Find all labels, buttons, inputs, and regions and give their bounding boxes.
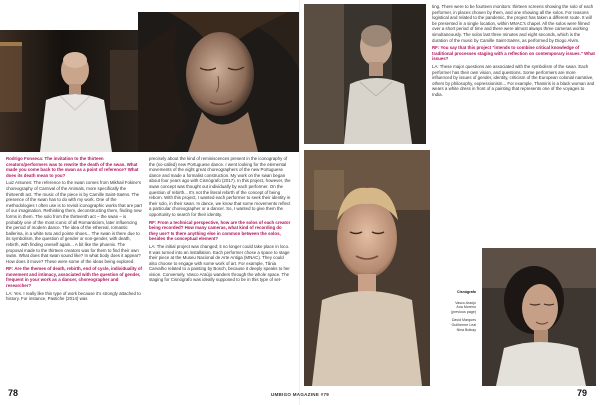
photo-young-man-blonde [304,150,430,386]
credits-title: Cisnógrafo [457,290,476,294]
credit-line-2: Ana Moreno [456,305,476,310]
photo-man-white-shirt-image [0,30,138,152]
answer-3: LA: The initial project was changed; it no longer could take place in loco. It was turned into an installation. Each performer chose a space to stage their piece at the Museu Nacional de Arte Antiga (MNAC). They could also choose to engage with some work of art. For example, Tânia Carvalho related to a painting by Bosch, because it deeply speaks to her vision. Conversely, Vasco Araújo wanders through the whole space. The staging for Cisnógrafo was ideally supposed to be in this type of set- [149,243,290,283]
question-2: RF: Are the themes of death, rebirth, end of cycle, individuality of movement and intimacy, associated with the question of gender, frequent in your work as a dancer, choreographer and researcher? [6,266,142,289]
photo-man-shaved-head-image [304,4,426,144]
left-column-1 [6,156,143,382]
question-1: Rodrigo Fonseca: The invitation to the thirteen creators/performers was to rewrite the death of the swan. What made you come back to the swan as a point of reference? What does its death mean to you? [6,156,139,178]
credit-line-4: David Marques [451,318,476,323]
credit-line-6: Nina Botkay [456,327,476,332]
magazine-footer: UMBIGO MAGAZINE #79 [270,392,330,397]
answer-2-continued: precisely about the kind of reminiscences present in the iconography of the (so-called) new Portuguese dance. I went looking for the elemental movements of the eight great choreographers of the new Portuguese dance and made a formalist construction. My work on the swan began about four years ago with Cisnógrafo (2017). In this project, however, the swan concept was thought out individually by each performer. On the question of rebirth... It's not the literal rebirth of the concept of being reborn. With this project, I wanted each performer to seek their identity in their solo, in their swan. In dance, we know that some movements reflect a particular choreographer or a dancer. So, I wanted to give them the opportunity to search for their identity. [149,156,291,217]
question-3: RF: From a technical perspective, how are the solos of each creator being recorded? How many cameras, what kind of recording do they use? Is there anything else in common between the solos, besides the conceptual element? [149,219,291,242]
photo-man-shaved-head [304,4,426,144]
answer-3-continued: ting. There were to be fourteen monitors: thirteen screens showing the solo of each performer, in places chosen by them, and one showing all the solos. For reasons logistical and related to the pandemic, the project has taken a different route. It will be presented in a single location, within MNAC's chapel. All the solos were filmed over a short period of time and there were almost always three cameras working simultaneously. The solos last three minutes and eight seconds, which is the duration of the music by Camille Saint-Saëns, as performed by Diogo Alvim. [432,4,594,43]
photo-woman-eyes-closed [138,12,300,152]
right-page [300,0,600,405]
credit-line-1: Vasco Araújo [455,300,476,305]
credit-line-5: Guilherme Leal [451,322,476,327]
photo-woman-curly-hair [482,248,596,386]
page-number-right: 79 [577,388,588,398]
photo-young-man-blonde-image [304,150,430,386]
photo-man-white-shirt [0,30,138,152]
photo-woman-eyes-closed-image [138,12,300,152]
question-4: RF: You say that this project "intends to combine critical knowledge of traditional processes staging with a reflection on contemporary issues." What issues? [432,45,595,62]
page-number-left: 78 [8,388,19,398]
answer-1: Luiz Antunes: The reference to the swan comes from Mikhail Fokine's choreography of Carnival of the Animals, more specifically the thirteenth act. The music of the piece is by Camille Saint-Saëns. The presence of the swan has to do with my work. One of the methodologies I often use is to revisit iconographic works that are part of our imagination. Rethinking them, deconstructing them, finding new forms in them. The solo from the thirteenth act – the swan – is probably one of the most iconic of all Romanticism, later influencing the period of modern dance. The idea of the ethereal, romantic ballerina, in a white tutu and pointe shoes... The swan is there due to its symbolism, the question of gender or non-gender, with death, rebirth, with finding oneself again... A bit like the phoenix. The proposal made to the thirteen creators was for them to find their own swan. What does that swan sound like? In what body does it appear? How does it move? These were some of the ideas being explored. [6,180,142,264]
answer-4: LA: These major questions are associated with the symbolism of the swan. Each performer has their own vision, and questions. Some performers are more influenced by issues of gender, identity, criticism of the European colonial narrative, others by philosophy, expressionism... For example, Thamiris is a black woman and wears a white dress in front of a painting that represents one of the voyages to India. [432,63,595,97]
left-column-2 [149,156,291,382]
right-column [432,4,596,264]
credit-line-3: (previous page) [451,309,476,314]
answer-2: LA: Yes. I really like this type of work because it's strongly attached to history. For instance, Pastiche (2014) was [6,290,141,302]
photo-woman-curly-hair-image [482,248,596,386]
photo-credits [432,290,476,332]
